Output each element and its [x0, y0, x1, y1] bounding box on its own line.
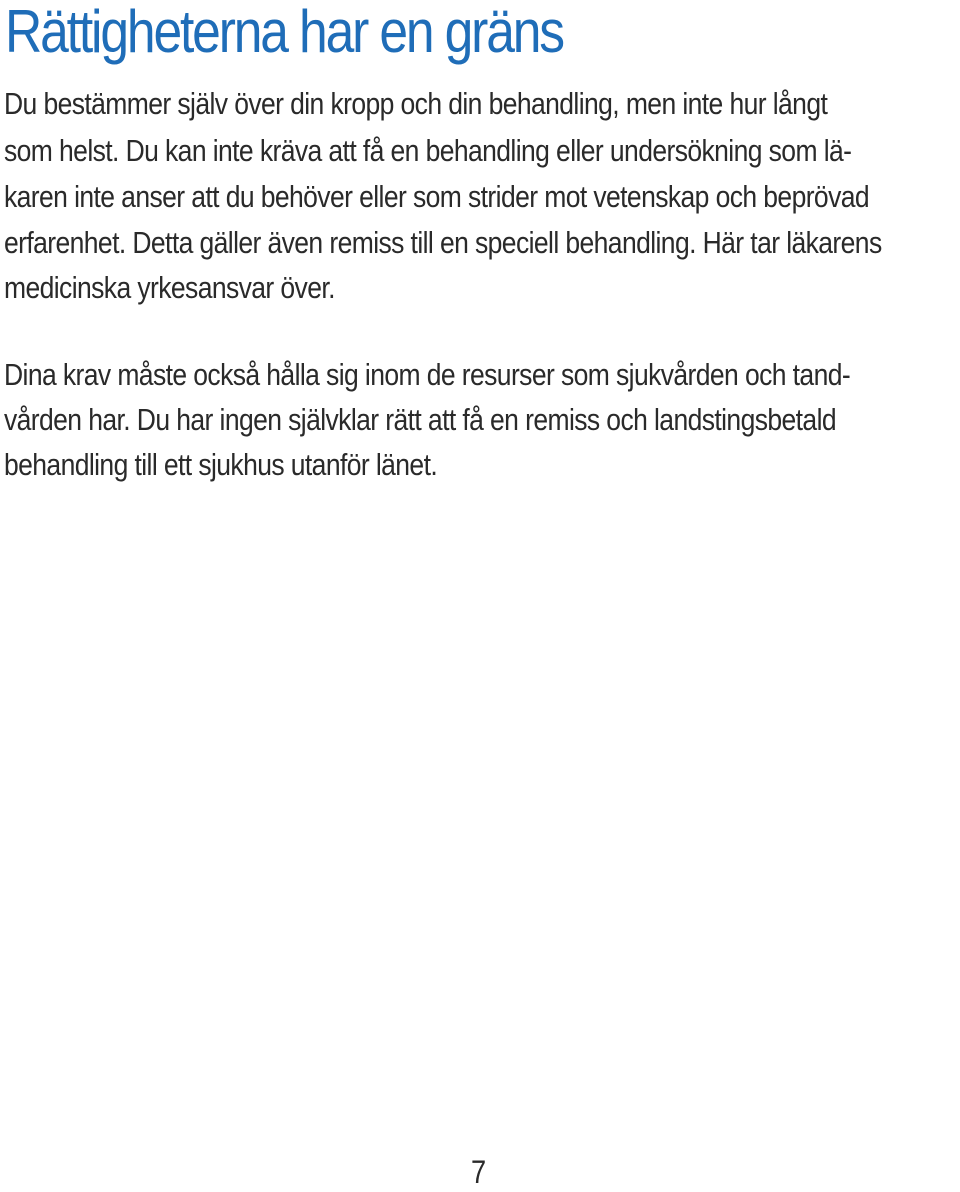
page-number: 7 — [471, 1154, 487, 1190]
paragraph-line: behandling till ett sjukhus utanför länet. — [4, 447, 438, 482]
paragraph-line: som helst. Du kan inte kräva att få en behandling eller undersökning som lä- — [4, 133, 852, 168]
paragraph-line: Dina krav måste också hålla sig inom de resurser som sjukvården och tand- — [4, 357, 851, 392]
paragraph-line: erfarenhet. Detta gäller även remiss till en speciell behandling. Här tar läkarens — [4, 225, 882, 260]
paragraph-line: medicinska yrkesansvar över. — [4, 270, 335, 305]
paragraph-line: Du bestämmer själv över din kropp och din behandling, men inte hur långt — [4, 86, 828, 121]
page-title: Rättigheterna har en gräns — [5, 0, 563, 65]
paragraph-line: vården har. Du har ingen självklar rätt att få en remiss och landstingsbetald — [4, 402, 837, 437]
paragraph-line: karen inte anser att du behöver eller som strider mot vetenskap och beprövad — [4, 179, 870, 214]
